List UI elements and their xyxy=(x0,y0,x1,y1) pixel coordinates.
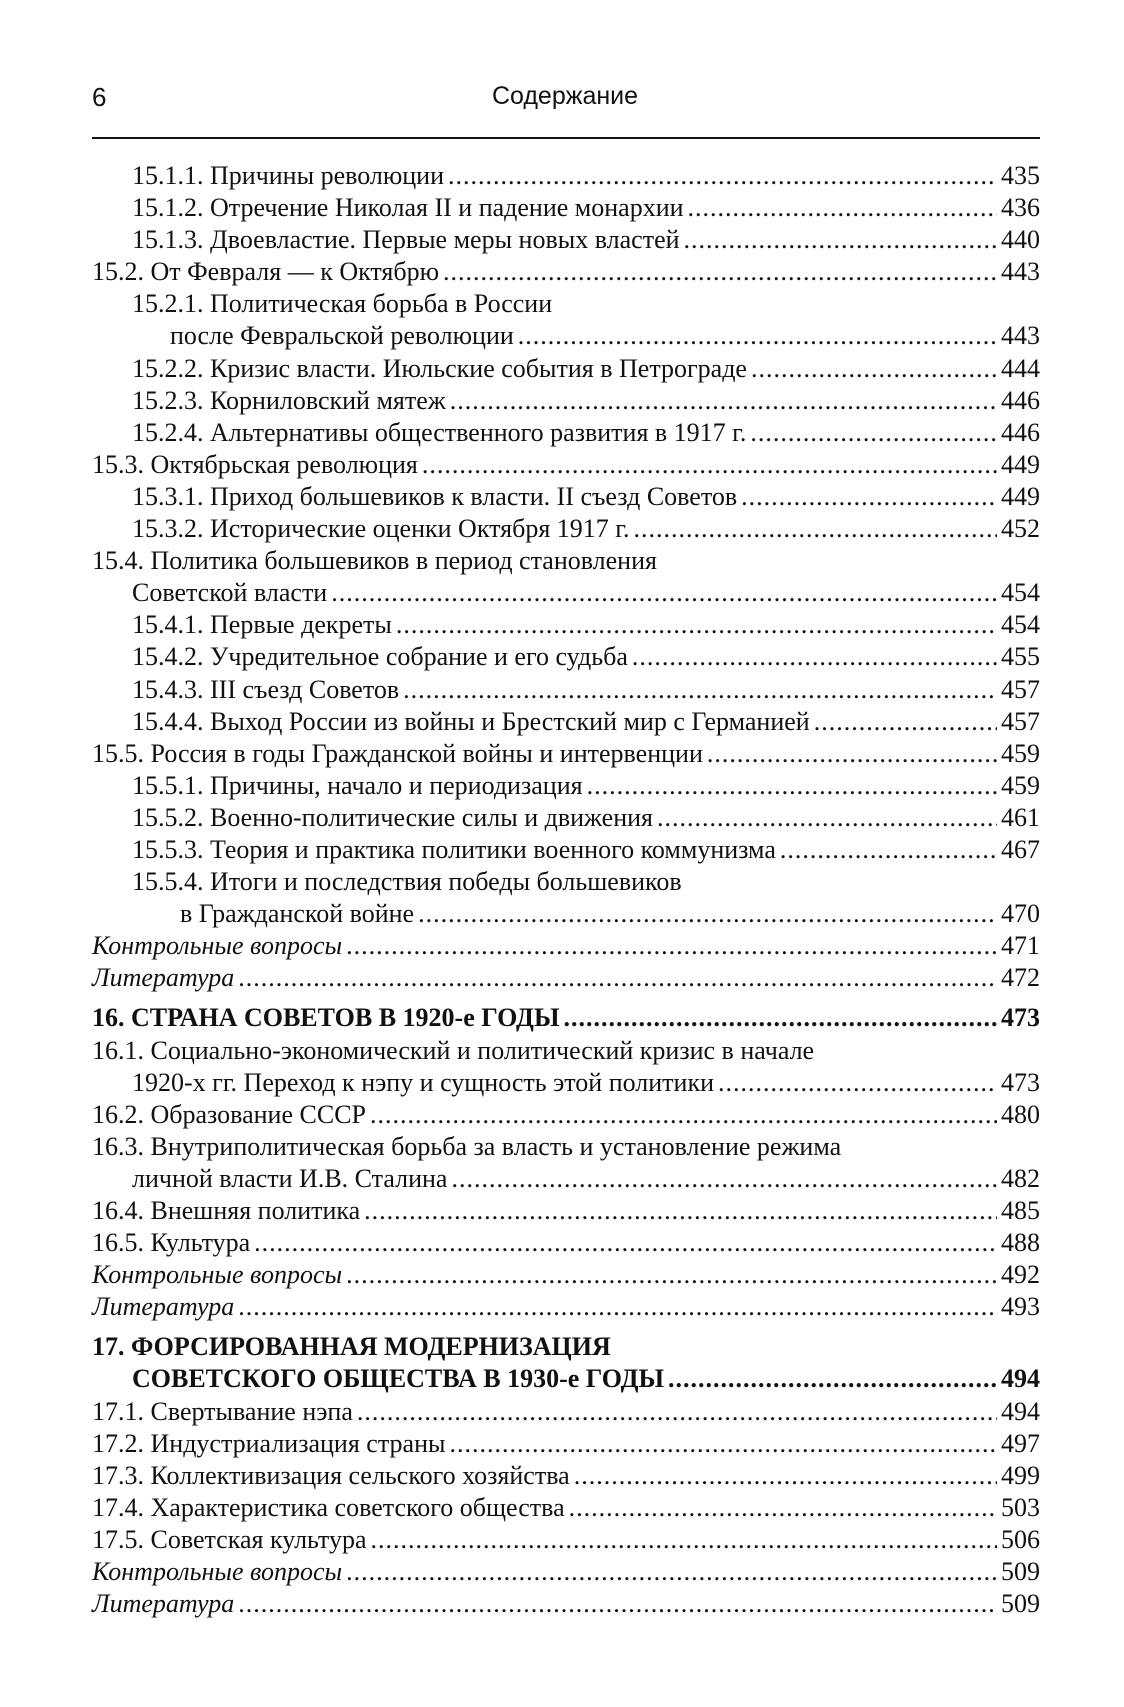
toc-entry[interactable] xyxy=(92,962,1040,994)
toc-entry-title: Литература xyxy=(92,963,235,993)
toc-entry[interactable] xyxy=(92,1428,1040,1460)
page-header xyxy=(92,82,1038,118)
dot-leader xyxy=(751,353,997,385)
toc-entry-page: 446 xyxy=(1001,385,1040,415)
toc-entry-title: 15.1.2. Отречение Николая II и падение монархии xyxy=(132,193,684,223)
toc-entry-title: 15.5. Россия в годы Гражданской войны и интервенции xyxy=(92,738,703,768)
toc-entry-page: 503 xyxy=(1001,1492,1040,1522)
toc-entry[interactable] xyxy=(92,1002,1040,1034)
toc-entry[interactable] xyxy=(92,609,1040,641)
toc-entry-title: в Гражданской войне xyxy=(180,899,415,929)
toc-entry[interactable] xyxy=(92,1331,1040,1395)
toc-entry-title: 15.3.2. Исторические оценки Октября 1917 г. xyxy=(132,514,630,544)
dot-leader xyxy=(569,1492,997,1524)
toc-entry-page: 472 xyxy=(1001,963,1040,993)
toc-entry[interactable] xyxy=(92,1099,1040,1131)
toc-entry-page: 480 xyxy=(1001,1099,1040,1129)
dot-leader xyxy=(684,224,997,256)
dot-leader xyxy=(422,449,997,481)
toc-entry-title: личной власти И.В. Сталина xyxy=(132,1163,448,1193)
toc-entry-page: 473 xyxy=(1001,1003,1040,1033)
toc-entry-page: 482 xyxy=(1001,1163,1040,1193)
toc-entry-title: 16.2. Образование СССР xyxy=(92,1099,366,1129)
dot-leader xyxy=(688,192,997,224)
toc-entry-page: 471 xyxy=(1001,931,1040,961)
toc-entry[interactable] xyxy=(92,513,1040,545)
dot-leader xyxy=(364,1195,997,1227)
toc-entry[interactable] xyxy=(92,1035,1040,1099)
dot-leader xyxy=(750,417,997,449)
toc-entry[interactable] xyxy=(92,674,1040,706)
toc-entry[interactable] xyxy=(92,160,1040,192)
toc-entry-page: 446 xyxy=(1001,417,1040,447)
page-number: 6 xyxy=(92,82,107,112)
toc-entry-title: 15.2.3. Корниловский мятеж xyxy=(132,385,446,415)
toc-entry[interactable] xyxy=(92,256,1040,288)
toc-entry-page: 459 xyxy=(1001,738,1040,768)
dot-leader xyxy=(657,802,997,834)
toc-entry-page: 509 xyxy=(1001,1557,1040,1587)
toc-entry-title: 15.2. От Февраля — к Октябрю xyxy=(92,257,440,287)
dot-leader xyxy=(357,1396,997,1428)
dot-leader xyxy=(632,641,997,673)
toc-entry-page: 454 xyxy=(1001,610,1040,640)
dot-leader xyxy=(238,1291,997,1323)
dot-leader xyxy=(707,738,997,770)
dot-leader xyxy=(418,898,997,930)
dot-leader xyxy=(238,962,997,994)
toc-entry-title: Советской власти xyxy=(132,578,328,608)
toc-entry[interactable] xyxy=(92,1396,1040,1428)
toc-entry-page: 454 xyxy=(1001,578,1040,608)
dot-leader xyxy=(448,160,997,192)
dot-leader xyxy=(449,1428,997,1460)
running-head-title: Содержание xyxy=(491,82,639,110)
toc-entry[interactable] xyxy=(92,1524,1040,1556)
dot-leader xyxy=(396,609,997,641)
toc-entry-title: 15.4.2. Учредительное собрание и его судьба xyxy=(132,642,628,672)
dot-leader xyxy=(331,577,997,609)
dot-leader xyxy=(518,320,997,352)
toc-entry-title: 15.5.1. Причины, начало и периодизация xyxy=(132,770,583,800)
toc-entry[interactable] xyxy=(92,1131,1040,1195)
toc-entry-title: 15.2.2. Кризис власти. Июльские события в Петрограде xyxy=(132,353,747,383)
toc-entry-title: 15.1.1. Причины революции xyxy=(132,161,444,190)
toc-entry-title: 16.5. Культура xyxy=(92,1228,251,1258)
dot-leader xyxy=(718,1067,997,1099)
toc-entry-title: 15.5.3. Теория и практика политики военного коммунизма xyxy=(132,834,776,864)
toc-entry-page: 506 xyxy=(1001,1524,1040,1554)
toc-entry-page: 467 xyxy=(1001,834,1040,864)
toc-entry[interactable] xyxy=(92,834,1040,866)
dot-leader xyxy=(741,481,997,513)
toc-entry-page: 485 xyxy=(1001,1196,1040,1225)
toc-entry-title: 16.4. Внешняя политика xyxy=(92,1196,361,1225)
dot-leader xyxy=(346,1259,997,1291)
toc-entry[interactable] xyxy=(92,1291,1040,1323)
toc-entry-page: 443 xyxy=(1001,321,1040,351)
dot-leader xyxy=(370,1099,997,1131)
toc-entry-page: 493 xyxy=(1001,1292,1040,1322)
toc-entry-title: 17.1. Свертывание нэпа xyxy=(92,1396,353,1426)
toc-entry-title: 15.3. Октябрьская революция xyxy=(92,449,418,479)
table-of-contents xyxy=(92,160,1040,1620)
toc-entry-page: 455 xyxy=(1001,642,1040,672)
toc-entry-page: 470 xyxy=(1001,899,1040,929)
toc-entry-page: 459 xyxy=(1001,770,1040,800)
toc-entry-page: 440 xyxy=(1001,225,1040,255)
toc-entry[interactable] xyxy=(92,866,1040,930)
toc-entry-page: 499 xyxy=(1001,1460,1040,1490)
toc-entry-title: 15.2.4. Альтернативы общественного развития в 1917 г. xyxy=(132,417,747,447)
toc-entry[interactable] xyxy=(92,545,1040,609)
toc-entry[interactable] xyxy=(92,930,1040,962)
toc-entry[interactable] xyxy=(92,449,1040,481)
toc-entry-title-line1: 15.5.4. Итоги и последствия победы большевиков xyxy=(132,867,682,897)
toc-entry[interactable] xyxy=(92,1492,1040,1524)
dot-leader xyxy=(634,513,997,545)
toc-entry-page: 443 xyxy=(1001,257,1040,287)
toc-entry[interactable] xyxy=(92,1227,1040,1259)
toc-entry-title: Контрольные вопросы xyxy=(92,1557,343,1587)
toc-entry-title: Контрольные вопросы xyxy=(92,931,343,961)
toc-entry-page: 457 xyxy=(1001,674,1040,704)
dot-leader xyxy=(346,930,997,962)
toc-entry-title: 15.3.1. Приход большевиков к власти. II съезд Советов xyxy=(132,481,738,511)
dot-leader xyxy=(238,1588,997,1620)
toc-entry[interactable] xyxy=(92,1556,1040,1588)
toc-entry[interactable] xyxy=(92,1195,1040,1227)
toc-entry-page: 449 xyxy=(1001,481,1040,511)
toc-entry-page: 436 xyxy=(1001,193,1040,223)
toc-entry[interactable] xyxy=(92,353,1040,385)
dot-leader xyxy=(450,385,997,417)
toc-entry-title: 15.5.2. Военно-политические силы и движения xyxy=(132,802,653,832)
toc-entry-page: 435 xyxy=(1001,161,1040,190)
toc-entry-page: 509 xyxy=(1001,1589,1040,1619)
toc-entry-title: 15.4.1. Первые декреты xyxy=(132,610,392,640)
toc-entry-title: СОВЕТСКОГО ОБЩЕСТВА В 1930-е ГОДЫ xyxy=(132,1364,665,1394)
toc-entry-title: Литература xyxy=(92,1589,235,1619)
dot-leader xyxy=(371,1524,998,1556)
dot-leader xyxy=(574,1460,997,1492)
dot-leader xyxy=(451,1163,997,1195)
toc-entry-page: 473 xyxy=(1001,1067,1040,1097)
toc-entry-page: 497 xyxy=(1001,1428,1040,1458)
toc-entry-title-line1: 17. ФОРСИРОВАННАЯ МОДЕРНИЗАЦИЯ xyxy=(92,1332,611,1362)
toc-entry[interactable] xyxy=(92,1588,1040,1620)
toc-entry-title: Контрольные вопросы xyxy=(92,1260,343,1290)
dot-leader xyxy=(814,706,997,738)
dot-leader xyxy=(587,770,997,802)
toc-entry-page: 494 xyxy=(1001,1396,1040,1426)
toc-entry-title: 17.5. Советская культура xyxy=(92,1524,367,1554)
toc-entry[interactable] xyxy=(92,417,1040,449)
toc-entry[interactable] xyxy=(92,481,1040,513)
toc-entry-title: 15.1.3. Двоевластие. Первые меры новых властей xyxy=(132,225,680,255)
toc-entry-page: 461 xyxy=(1001,802,1040,832)
toc-entry[interactable] xyxy=(92,770,1040,802)
toc-entry-page: 449 xyxy=(1001,449,1040,479)
toc-entry[interactable] xyxy=(92,1460,1040,1492)
toc-entry[interactable] xyxy=(92,288,1040,352)
toc-entry-title: 16. СТРАНА СОВЕТОВ В 1920-е ГОДЫ xyxy=(92,1003,560,1033)
toc-entry-title: 15.4.3. III съезд Советов xyxy=(132,674,400,704)
toc-entry[interactable] xyxy=(92,802,1040,834)
toc-entry-title: 15.4.4. Выход России из войны и Брестский мир с Германией xyxy=(132,706,810,736)
toc-entry-title-line1: 15.2.1. Политическая борьба в России xyxy=(132,289,553,319)
toc-entry-title: Литература xyxy=(92,1292,235,1322)
toc-entry[interactable] xyxy=(92,385,1040,417)
toc-entry-title: 1920-х гг. Переход к нэпу и сущность этой политики xyxy=(132,1067,715,1097)
toc-entry[interactable] xyxy=(92,641,1040,673)
toc-entry[interactable] xyxy=(92,706,1040,738)
toc-entry-page: 492 xyxy=(1001,1260,1040,1290)
toc-entry-page: 457 xyxy=(1001,706,1040,736)
dot-leader xyxy=(346,1556,997,1588)
toc-entry-page: 494 xyxy=(1001,1364,1040,1394)
dot-leader xyxy=(780,834,997,866)
toc-entry-title-line1: 15.4. Политика большевиков в период становления xyxy=(92,546,657,576)
toc-entry-title: 17.4. Характеристика советского общества xyxy=(92,1492,565,1522)
toc-entry-page: 452 xyxy=(1001,514,1040,544)
header-rule xyxy=(92,137,1040,139)
toc-entry-title-line1: 16.1. Социально-экономический и политический кризис в начале xyxy=(92,1035,815,1065)
toc-entry-title: после Февральской революции xyxy=(170,321,514,351)
toc-entry-page: 488 xyxy=(1001,1228,1040,1258)
toc-entry-page: 444 xyxy=(1001,353,1040,383)
toc-entry-title: 17.2. Индустриализация страны xyxy=(92,1428,446,1458)
dot-leader xyxy=(254,1227,997,1259)
dot-leader xyxy=(443,256,997,288)
toc-entry-title: 17.3. Коллективизация сельского хозяйства xyxy=(92,1460,570,1490)
toc-entry[interactable] xyxy=(92,224,1040,256)
dot-leader xyxy=(403,674,997,706)
toc-entry[interactable] xyxy=(92,738,1040,770)
toc-entry[interactable] xyxy=(92,192,1040,224)
toc-entry-title-line1: 16.3. Внутриполитическая борьба за власть и установление режима xyxy=(92,1131,842,1161)
dot-leader xyxy=(668,1363,997,1395)
toc-entry[interactable] xyxy=(92,1259,1040,1291)
dot-leader xyxy=(563,1002,997,1034)
